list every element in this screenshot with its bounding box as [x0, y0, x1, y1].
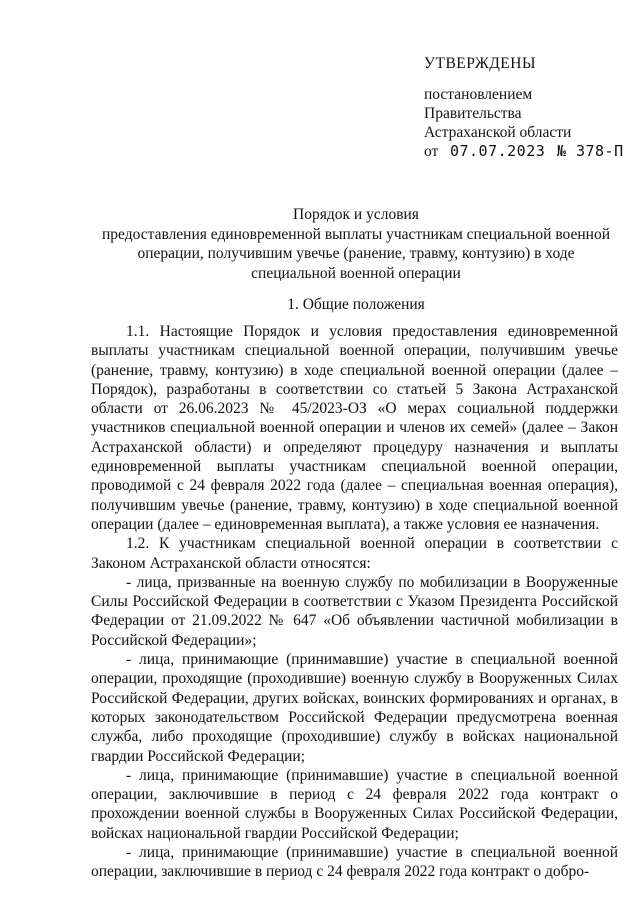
section-title: 1. Общие положения: [287, 296, 425, 313]
list-item-contract: - лица, принимающие (принимавшие) участие в специальной военной операции, заключившие в период с 24 февраля 2022 года контракт о прохождении военной службы в Вооруженных Силах Российской Федерации, войсках национальной гвардии Российской Федерации;: [91, 766, 618, 842]
document-heading: [96, 205, 616, 283]
approval-number: № 378-П: [556, 142, 624, 160]
document-body: [91, 322, 618, 882]
list-item-volunteer: - лица, принимающие (принимавшие) участие в специальной военной операции, заключившие в период с 24 февраля 2022 года контракт о добро-: [91, 844, 618, 881]
approval-date-prefix: от: [424, 143, 439, 160]
list-item-servicemen: - лица, принимающие (принимавшие) участие в специальной военной операции, проходящие (проходившие) военную службу в Вооруженных Силах Российской Федерации, других войсках, воинских формированиях и органах, в которых законодательством Российской Федерации предусмотрена военная служба, либо проходящие (проходившие) службу в войсках национальной гвардии Российской Федерации;: [91, 651, 618, 765]
heading-line-1: Порядок и условия: [293, 206, 419, 223]
approval-line-2: Правительства: [424, 105, 522, 122]
approval-line-3: Астраханской области: [424, 124, 572, 141]
list-item-mobilized: - лица, призванные на военную службу по мобилизации в Вооруженные Силы Российской Федерации в соответствии с Указом Президента Российской Федерации от 21.09.2022 № 647 «Об объявлении частичной мобилизации в Российской Федерации»;: [91, 573, 618, 649]
approval-title: УТВЕРЖДЕНЫ: [424, 55, 536, 72]
approval-line-1: постановлением: [424, 86, 533, 103]
heading-line-2: предоставления единовременной выплаты участникам специальной военной операции, получившим увечье (ранение, травму, контузию) в ходе специальной военной операции: [101, 225, 610, 282]
paragraph-1-1: 1.1. Настоящие Порядок и условия предоставления единовременной выплаты участникам специальной военной операции, получившим увечье (ранение, травму, контузию) в ходе специальной военной операции (далее – Порядок), разработаны в соответствии со статьей 5 Закона Астраханской области от 26.06.2023 № 45/2023-ОЗ «О мерах социальной поддержки участников специальной военной операции и членов их семей» (далее – Закон Астраханской области) и определяют процедуру назначения и выплаты единовременной выплаты участникам специальной военной операции, проводимой с 24 февраля 2022 года (далее – специальная военная операция), получившим увечье (ранение, травму, контузию) в ходе специальной военной операции (далее – единовременная выплата), а также условия ее назначения.: [91, 323, 618, 533]
approval-block: [424, 54, 624, 161]
approval-date: 07.07.2023: [449, 142, 546, 160]
paragraph-1-2: 1.2. К участникам специальной военной операции в соответствии с Законом Астраханской области относятся:: [91, 535, 618, 572]
approval-date-line: [424, 142, 624, 161]
